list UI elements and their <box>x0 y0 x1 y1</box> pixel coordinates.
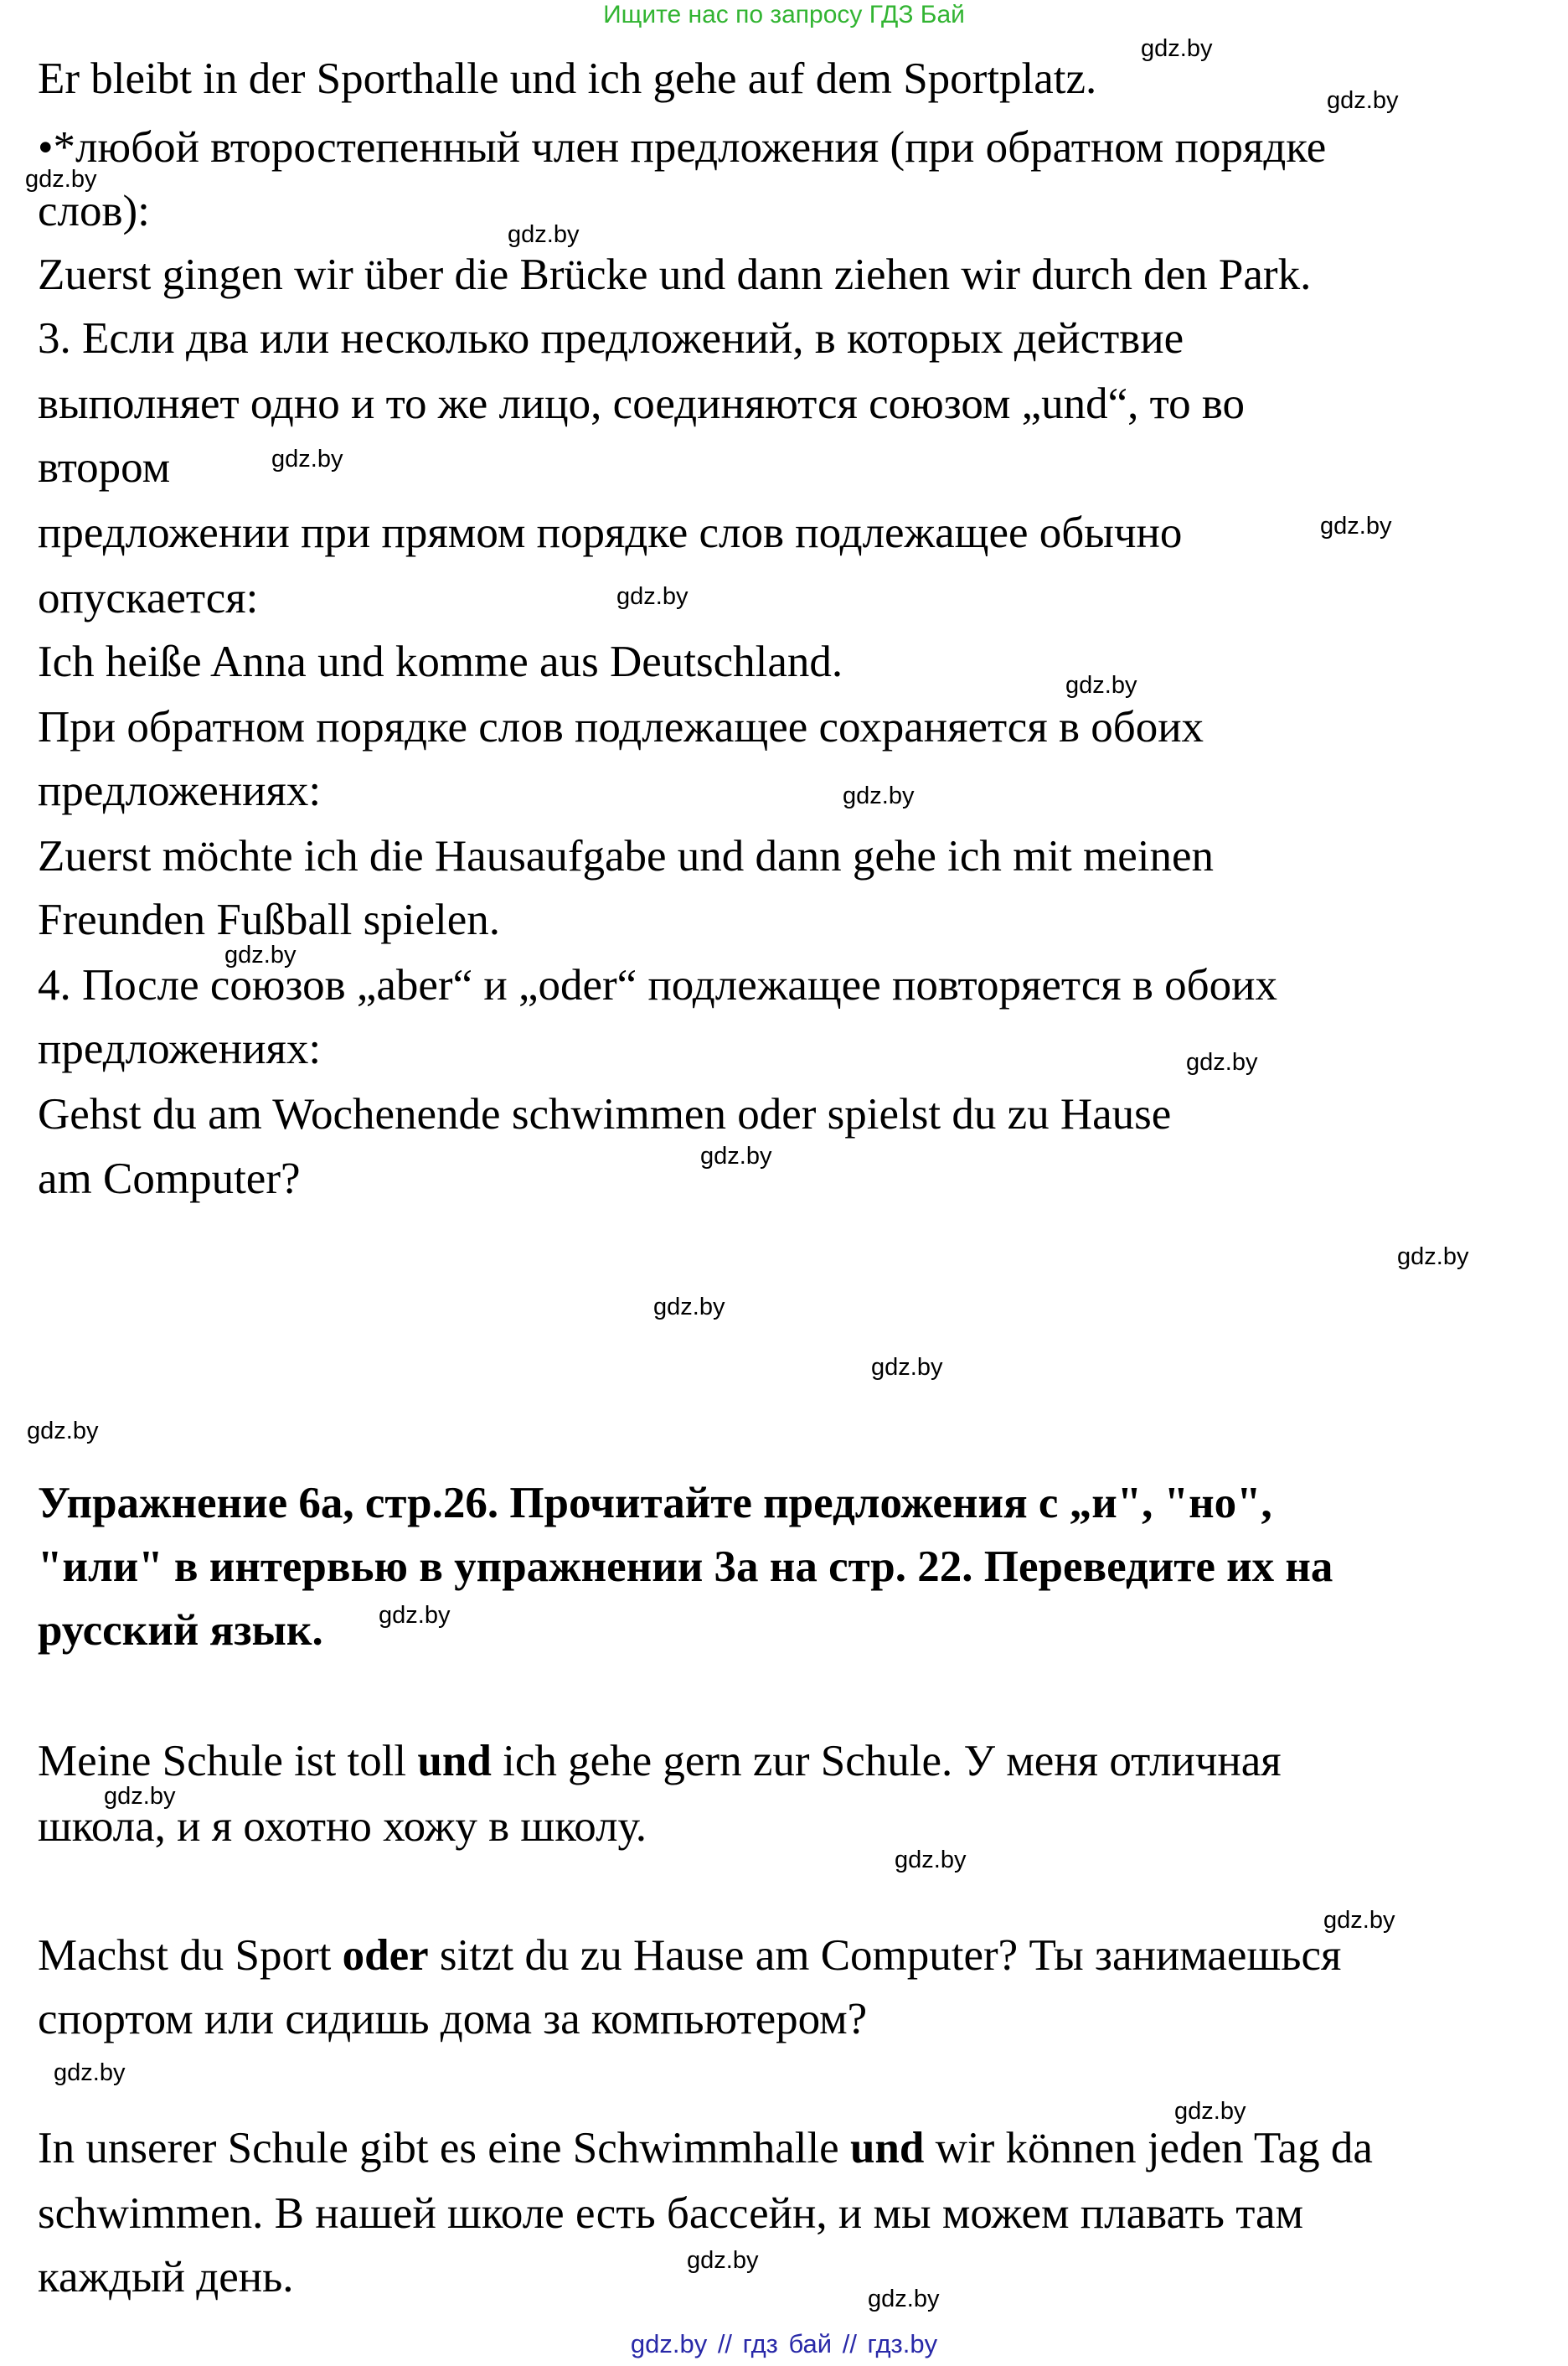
watermark: gdz.by <box>1065 672 1137 699</box>
exercise-sentence <box>38 1930 1341 1981</box>
watermark: gdz.by <box>871 1354 943 1381</box>
conjunction-bold: und <box>417 1737 492 1785</box>
exercise-translation: schwimmen. В нашей школе есть бассейн, и мы можем плавать там <box>38 2189 1304 2238</box>
exercise-sentence <box>38 2123 1373 2173</box>
text-line: предложении при прямом порядке слов подлежащее обычно <box>38 509 1183 557</box>
footer-links[interactable]: gdz.by // гдз бай // гдз.by <box>630 2329 938 2358</box>
exercise-heading: Упражнение 6а, стр.26. Прочитайте предложения с „и", "но", <box>38 1479 1272 1527</box>
watermark: gdz.by <box>508 221 580 248</box>
watermark: gdz.by <box>271 446 343 473</box>
watermark: gdz.by <box>1186 1049 1258 1076</box>
watermark: gdz.by <box>868 2286 940 2312</box>
text-line: Freunden Fußball spielen. <box>38 896 500 944</box>
sentence-text: In unserer Schule gibt es eine Schwimmhalle <box>38 2124 850 2172</box>
text-line: am Computer? <box>38 1155 301 1203</box>
exercise-translation: каждый день. <box>38 2253 294 2301</box>
watermark: gdz.by <box>1174 2098 1246 2125</box>
watermark: gdz.by <box>1327 87 1399 114</box>
header-search-link[interactable]: Ищите нас по запросу ГДЗ Бай <box>603 1 965 28</box>
watermark: gdz.by <box>1397 1243 1469 1270</box>
watermark: gdz.by <box>616 583 689 610</box>
text-line: При обратном порядке слов подлежащее сохраняется в обоих <box>38 703 1204 752</box>
exercise-heading: русский язык. <box>38 1606 323 1655</box>
watermark: gdz.by <box>687 2247 759 2274</box>
watermark: gdz.by <box>54 2059 126 2086</box>
watermark: gdz.by <box>1320 513 1392 540</box>
watermark: gdz.by <box>895 1847 967 1873</box>
sentence-text: sitzt du zu Hause am Computer? Ты занимаешься <box>428 1931 1342 1980</box>
exercise-heading: "или" в интервью в упражнении 3а на стр. 22. Переведите их на <box>38 1542 1333 1591</box>
exercise-translation: школа, и я охотно хожу в школу. <box>38 1802 647 1851</box>
conjunction-bold: oder <box>342 1931 429 1980</box>
text-line: •*любой второстепенный член предложения (при обратном порядке <box>38 123 1327 172</box>
text-line: Zuerst möchte ich die Hausaufgabe und dann gehe ich mit meinen <box>38 832 1215 881</box>
text-line: предложениях: <box>38 1025 322 1073</box>
watermark: gdz.by <box>1141 35 1213 62</box>
exercise-sentence <box>38 1736 1282 1786</box>
watermark: gdz.by <box>379 1602 451 1629</box>
sentence-text: Meine Schule ist toll <box>38 1737 418 1785</box>
text-line: 4. После союзов „aber“ и „oder“ подлежащее повторяется в обоих <box>38 961 1277 1010</box>
sentence-text: ich gehe gern zur Schule. У меня отличная <box>491 1737 1282 1785</box>
sentence-text: Machst du Sport <box>38 1931 343 1980</box>
watermark: gdz.by <box>653 1294 725 1320</box>
watermark: gdz.by <box>700 1143 772 1170</box>
text-line: опускается: <box>38 574 259 622</box>
text-line: предложениях: <box>38 767 322 815</box>
text-line: Gehst du am Wochenende schwimmen oder spielst du zu Hause <box>38 1090 1172 1139</box>
conjunction-bold: und <box>849 2124 925 2172</box>
text-line: Er bleibt in der Sporthalle und ich gehe auf dem Sportplatz. <box>38 54 1097 103</box>
watermark: gdz.by <box>25 166 97 193</box>
watermark: gdz.by <box>104 1783 176 1810</box>
text-line: выполняет одно и то же лицо, соединяются союзом „und“, то во <box>38 380 1246 428</box>
text-line: слов): <box>38 187 150 235</box>
sentence-text: wir können jeden Tag da <box>924 2124 1373 2172</box>
watermark: gdz.by <box>27 1418 99 1444</box>
watermark: gdz.by <box>1323 1907 1395 1934</box>
watermark: gdz.by <box>843 783 915 809</box>
text-line: втором <box>38 443 171 492</box>
text-line: 3. Если два или несколько предложений, в которых действие <box>38 314 1184 363</box>
exercise-translation: спортом или сидишь дома за компьютером? <box>38 1995 868 2043</box>
watermark: gdz.by <box>224 942 297 969</box>
text-line: Zuerst gingen wir über die Brücke und dann ziehen wir durch den Park. <box>38 251 1312 299</box>
text-line: Ich heiße Anna und komme aus Deutschland. <box>38 638 843 686</box>
